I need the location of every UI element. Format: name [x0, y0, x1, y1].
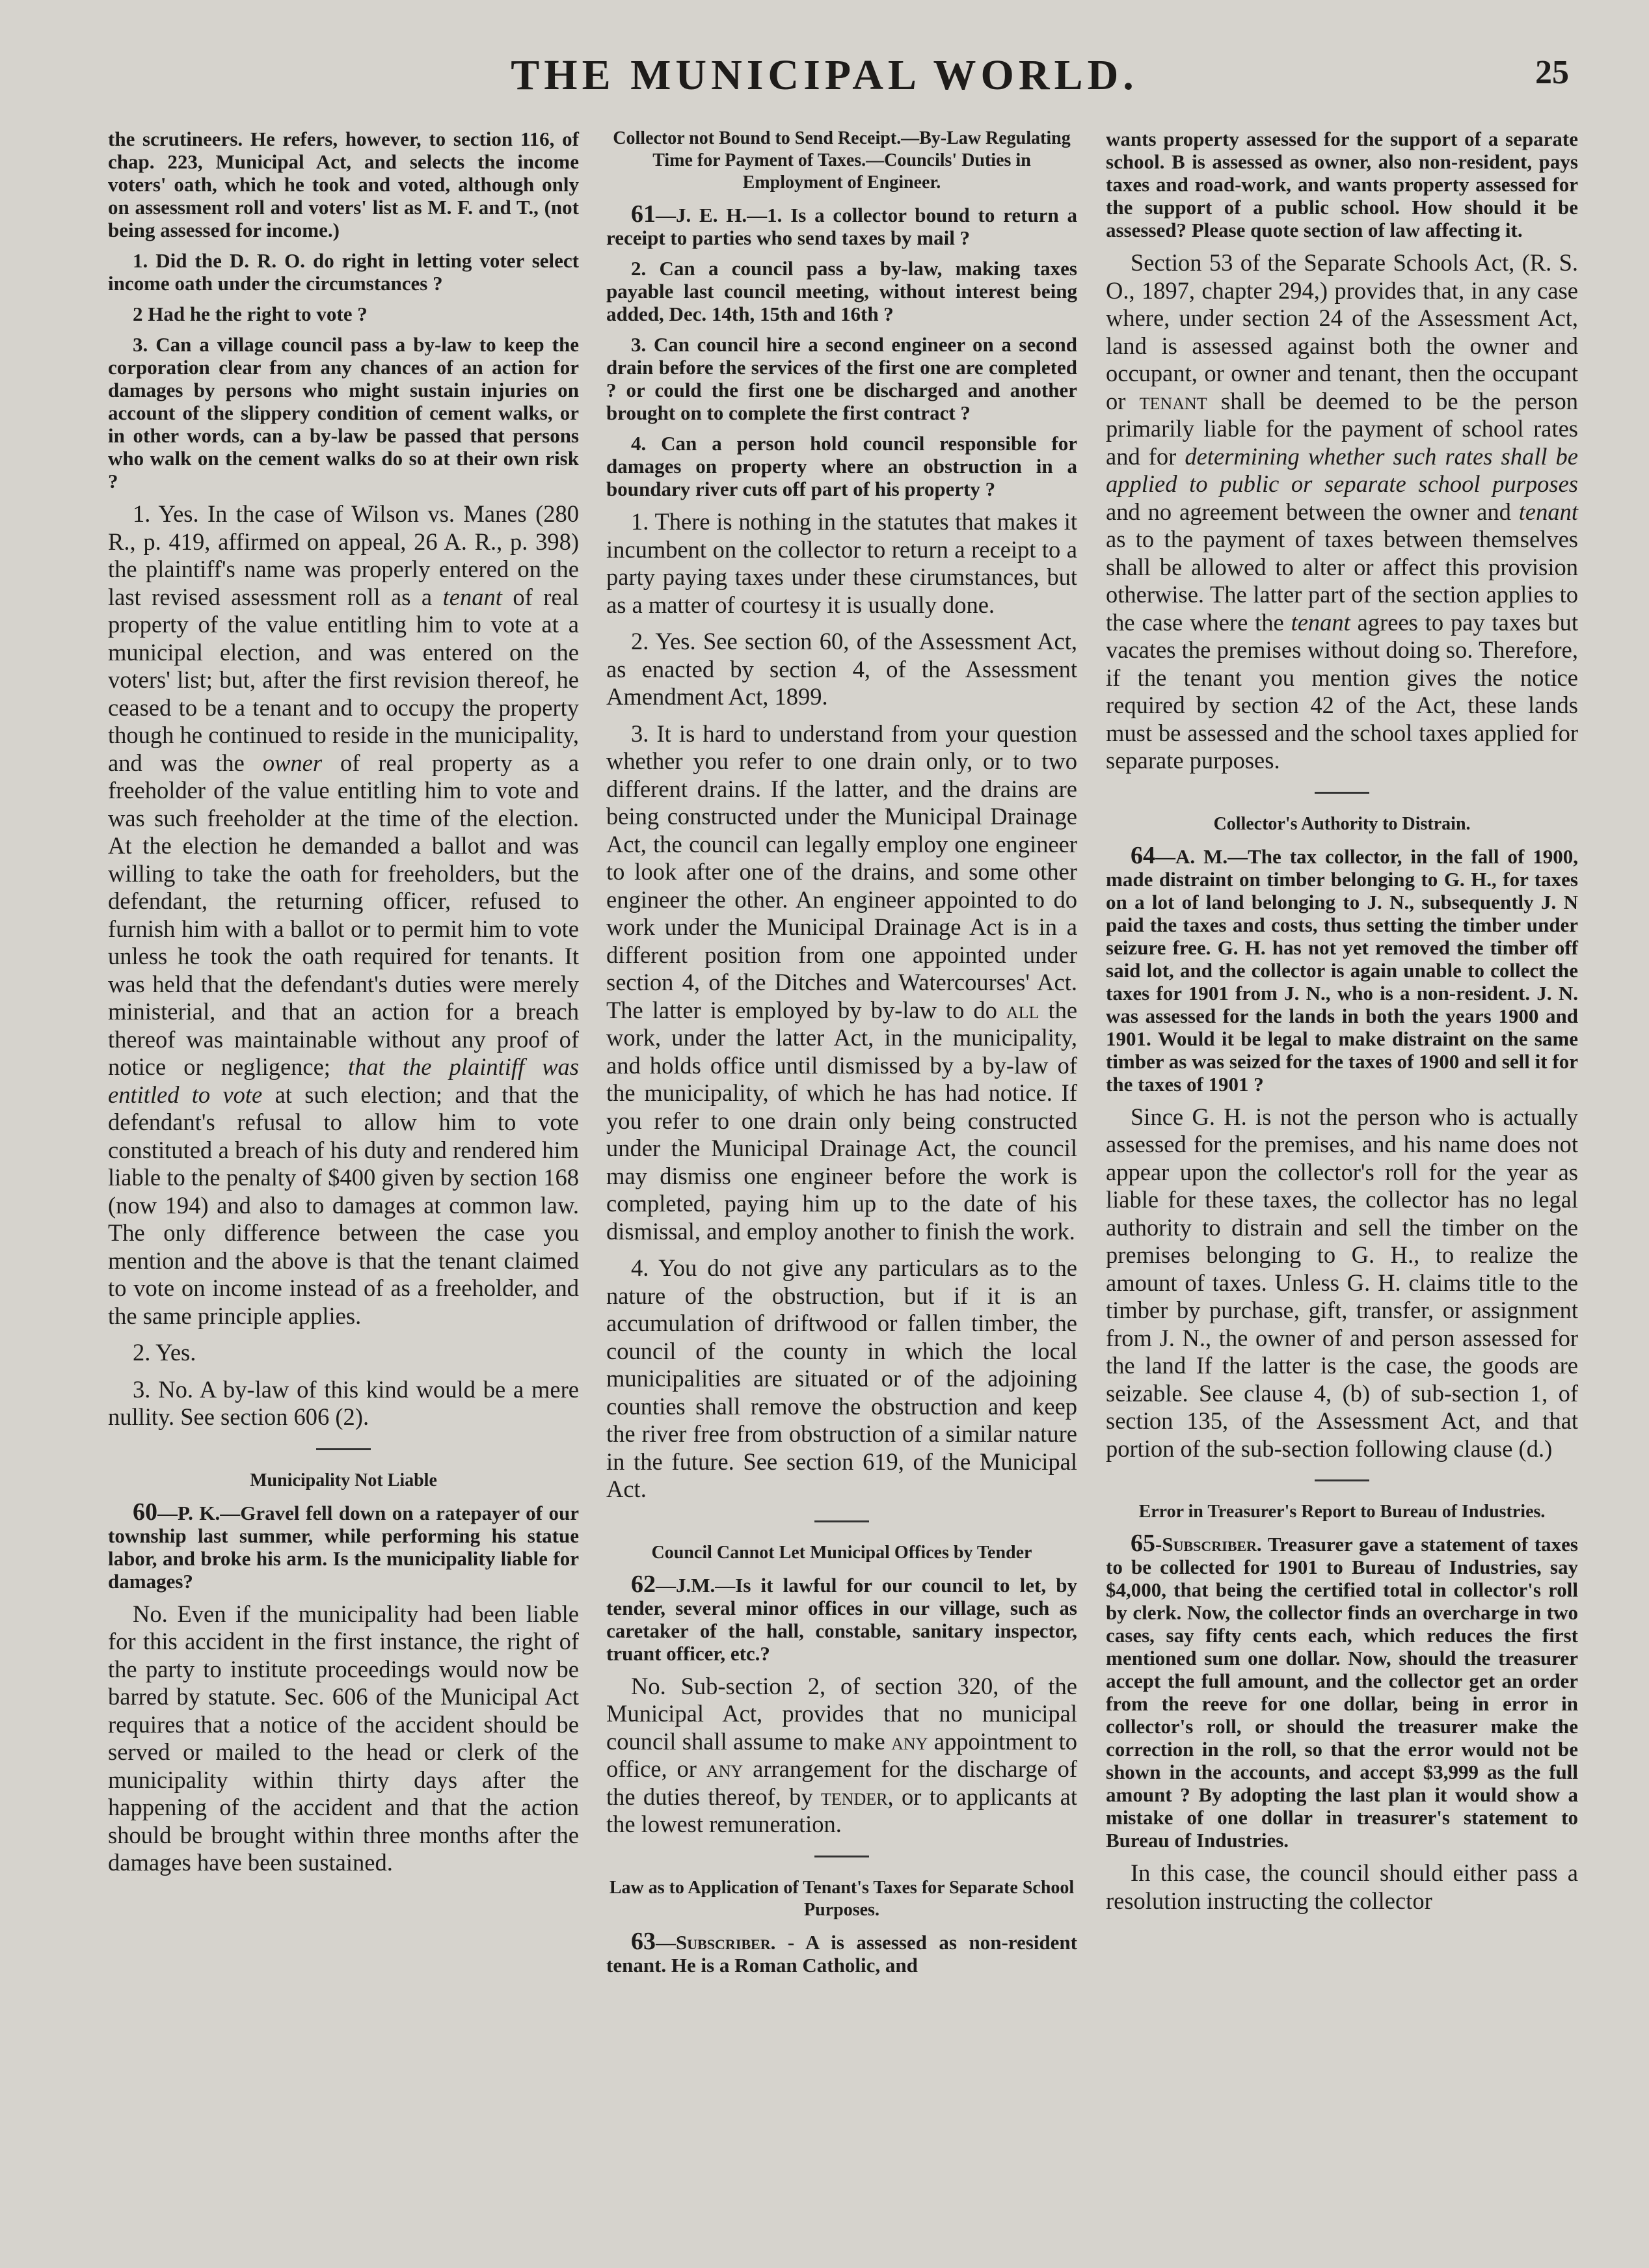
answer-59-part-3: 3. No. A by-law of this kind would be a mere nullity. See section 606 (2). — [108, 1375, 579, 1430]
question-59-continued: the scrutineers. He refers, however, to section 116, of chap. 223, Municipal Act, and selects the income voters' oath, which he took and voted, although only on assessment roll and voters' list as M. F. and T., (not being assessed for income.) — [108, 128, 579, 241]
answer-62: No. Sub-section 2, of section 320, of the Municipal Act, provides that no municipal council shall assume to make any appointment to office, or any arrangement for the discharge of the duties thereof, by tender, or to applicants at the lowest remuneration. — [606, 1672, 1078, 1837]
section-divider — [814, 1856, 869, 1857]
answer-60: No. Even if the municipality had been liable for this accident in the first instance, the right of the party to institute proceedings would now be barred by statute. Sec. 606 of the Municipal Act requires that a notice of the accident should be served or mailed to the head or clerk of the municipality within thirty days after the happening of the accident and that the action should be brought within three months after the damages have been sustained. — [108, 1600, 579, 1876]
heading-65: Error in Treasurer's Report to Bureau of Industries. — [1138, 1502, 1546, 1522]
answer-65: In this case, the council should either pass a resolution instructing the collector — [1106, 1859, 1578, 1914]
question-61-part-3: 3. Can council hire a second engineer on a second drain before the services of the first one are completed ? or could the first one be discharged and another brought on to complete the first contract ? — [606, 333, 1077, 424]
question-61-part-2: 2. Can a council pass a by-law, making taxes payable last council meeting, without interest being added, Dec. 14th, 15th and 16th ? — [606, 257, 1077, 325]
section-divider — [814, 1520, 869, 1522]
answer-59-part-2: 2. Yes. — [133, 1339, 196, 1366]
section-divider — [1315, 792, 1369, 794]
question-59-part-3: 3. Can a village council pass a by-law to keep the corporation clear from any chances of an action for damages by persons who might sustain injuries on account of the slippery condition of cement walks, or in other words, can a by-law be passed that persons who walk on the cement walks do so at their own risk ? — [108, 333, 579, 493]
question-65: 65-Subscriber. Treasurer gave a statement of taxes to be collected for 1901 to Bureau of Industries, say $4,000, that being the certified total in collector's roll by clerk. Now, the collector finds an overcharge in two cases, say fifty cents each, which reduces the first mentioned sum one dollar. Now, should the treasurer accept the full amount, and the collector get an order from the reeve for one dollar, being in error in collector's roll, or should the treasurer make the correction in the roll, so that the error would not be shown in the accounts, and accept $3,999 as the full amount ? By adopting the last plan it would show a mistake of one dollar in treasurer's statement to Bureau of Industries. — [1106, 1530, 1578, 1852]
question-62: 62—J.M.—Is it lawful for our council to let, by tender, several minor offices in our village, such as caretaker of the hall, constable, sanitary inspector, truant officer, etc.? — [606, 1570, 1077, 1665]
answer-61-part-3: 3. It is hard to understand from your question whether you refer to one drain only, or to two different drains. If the latter, and the drains are being constructed under the Municipal Drainage Act, the council can legally employ one engineer to look after one of the drains, and some other engineer the other. An engineer appointed to do work under the Municipal Drainage Act is in a different position from one appointed under section 4, of the Ditches and Watercourses' Act. The latter is employed by by-law to do all the work, under the latter Act, in the municipality, and holds office until dismissed by a by-law of the municipality, of which he has had notice. If you refer to one drain only being constructed under the Municipal Drainage Act, the council may dismiss one engineer before the work is completed, paying him up to the date of his dismissal, and employ another to finish the work. — [606, 720, 1078, 1245]
question-61-part-4: 4. Can a person hold council responsible for damages on property where an obstruction in a boundary river cuts off part of his property ? — [606, 432, 1077, 500]
section-divider — [1315, 1479, 1369, 1481]
page-header — [0, 51, 1649, 109]
heading-60: Municipality Not Liable — [250, 1470, 437, 1491]
question-59-part-1: 1. Did the D. R. O. do right in letting voter select income oath under the circumstances ? — [108, 249, 579, 295]
column-1 — [108, 128, 579, 1886]
answer-63: Section 53 of the Separate Schools Act, (R. S. O., 1897, chapter 294,) provides that, in any case where, under section 24 of the Assessment Act, land is assessed against both the owner and occupant, or owner and tenant, then the occupant or tenant shall be deemed to be the person primarily liable for the payment of school rates and for determining whether such rates shall be applied to public or separate school purposes and no agreement between the owner and tenant as to the payment of taxes between themselves shall be allowed to alter or affect this provision otherwise. The latter part of the section applies to the case where the tenant agrees to pay taxes but vacates the premises without doing so. Therefore, if the tenant you mention gives the notice required by section 42 of the Act, these lands must be assessed and the school taxes applied for separate purposes. — [1106, 249, 1579, 774]
answer-61-part-4: 4. You do not give any particulars as to the nature of the obstruction, but if it is an accumulation of driftwood or fallen timber, the council of the county in which the local municipalities are situated or of the adjoining counties shall remove the obstruction and keep the river free from obstruction of a similar nature in the future. See section 619, of the Municipal Act. — [606, 1254, 1077, 1502]
heading-62: Council Cannot Let Municipal Offices by Tender — [651, 1542, 1032, 1563]
answer-61-part-1: 1. There is nothing in the statutes that makes it incumbent on the collector to return a receipt to a party paying taxes under these cirumstances, but as a matter of courtesy it is usually done. — [606, 508, 1077, 618]
column-3 — [1106, 128, 1578, 1924]
answer-61-part-2: 2. Yes. See section 60, of the Assessment Act, as enacted by section 4, of the Assessment Amendment Act, 1899. — [606, 628, 1077, 710]
section-divider — [316, 1448, 371, 1450]
column-2 — [606, 128, 1077, 1984]
heading-63: Law as to Application of Tenant's Taxes for Separate School Purposes. — [609, 1877, 1075, 1920]
page-number: 25 — [1535, 54, 1569, 91]
heading-61: Collector not Bound to Send Receipt.—By-Law Regulating Time for Payment of Taxes.—Councils' Duties in Employment of Engineer. — [613, 128, 1071, 193]
running-title: THE MUNICIPAL WORLD. — [511, 51, 1138, 99]
question-61-part-1: 61—J. E. H.—1. Is a collector bound to return a receipt to parties who send taxes by mail ? — [606, 200, 1077, 249]
heading-64: Collector's Authority to Distrain. — [1213, 813, 1471, 834]
answer-59-part-1: 1. Yes. In the case of Wilson vs. Manes (280 R., p. 419, affirmed on appeal, 26 A. R., p. 398) the plaintiff's name was properly entered on the last revised assessment roll as a tenant of real property of the value entitling him to vote at a municipal election, and was entered on the voters' list; but, after the first revision thereof, he ceased to be a tenant and to occupy the property though he continued to reside in the municipality, and was the owner of real property as a freeholder of the value entitling him to vote and was such freeholder at the time of the election. At the election he demanded a ballot and was willing to take the oath for freeholders, but the defendant, the returning officer, refused to furnish him with a ballot or to permit him to vote unless he took the oath required for tenants. It was held that the defendant's duties were merely ministerial, and that an action for a breach thereof was maintainable without any proof of notice or negligence; that the plaintiff was entitled to vote at such election; and that the defendant's refusal to allow him to vote constituted a breach of his duty and rendered him liable to the penalty of $400 given by section 168 (now 194) and also to damages at common law. The only difference between the case you mention and the above is that the tenant claimed to vote on income instead of as a freeholder, and the same principle applies. — [108, 500, 580, 1329]
question-64: 64—A. M.—The tax collector, in the fall of 1900, made distraint on timber belonging to G. H., for taxes on a lot of land belonging to J. N., subsequently J. N paid the taxes and costs, thus setting the timber under seizure free. G. H. has not yet removed the timber off said lot, and the collector is again unable to collect the taxes for 1901 from J. N., who is a non-resident. J. N. was assessed for the lands in both the years 1900 and 1901. Would it be legal to make distraint on the same timber as was seized for the taxes of 1900 and sell it for the taxes of 1901 ? — [1106, 841, 1578, 1096]
question-59-part-2: 2 Had he the right to vote ? — [133, 303, 368, 325]
question-63: 63—Subscriber. - A is assessed as non-resident tenant. He is a Roman Catholic, and — [606, 1927, 1077, 1977]
question-63-continued: wants property assessed for the support of a separate school. B is assessed as owner, also non-resident, pays taxes and road-work, and wants property assessed for the support of a public school. How should it be assessed? Please quote section of law affecting it. — [1106, 128, 1578, 241]
question-60: 60—P. K.—Gravel fell down on a ratepayer of our township last summer, while performing his statue labor, and broke his arm. Is the municipality liable for damages? — [108, 1498, 579, 1593]
answer-64: Since G. H. is not the person who is actually assessed for the premises, and his name does not appear upon the collector's roll for the year as liable for these taxes, the collector has no legal authority to distrain and sell the timber on the premises belonging to G. H., to realize the amount of taxes. Unless G. H. claims title to the timber by purchase, gift, transfer, or assignment from J. N., the owner of and person assessed for the land If the latter is the case, the goods are seizable. See clause 4, (b) of sub-section 1, of section 135, of the Assessment Act, and that portion of the sub-section following clause (d.) — [1106, 1103, 1578, 1462]
